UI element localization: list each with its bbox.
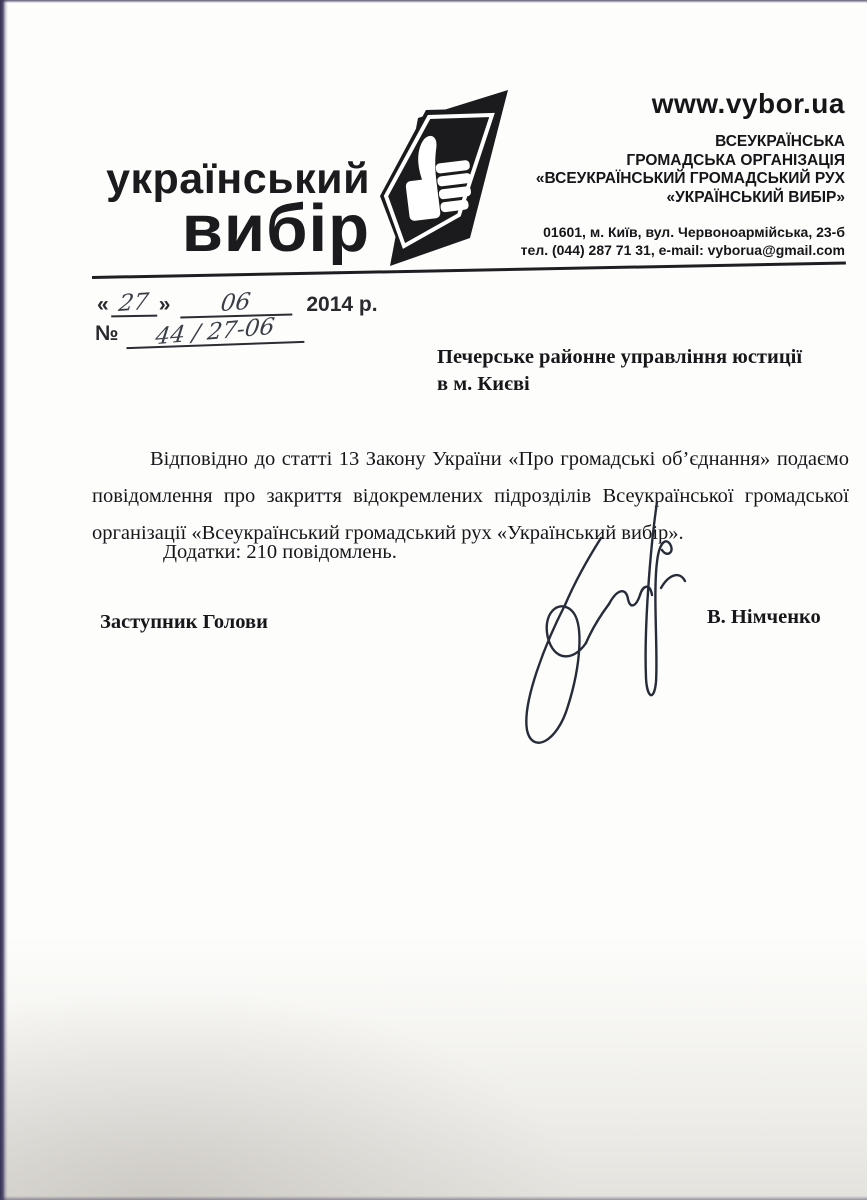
org-address: 01601, м. Київ, вул. Червоноармійська, 23-б: [543, 224, 845, 240]
org-name-line: ВСЕУКРАЇНСЬКА: [715, 133, 845, 150]
handwritten-number: 44 / 27-06: [154, 313, 277, 351]
logo-word-vybir: вибір: [181, 191, 370, 266]
scan-edge-bottom: [0, 1196, 867, 1200]
attachments-line: Додатки: 210 повідомлень.: [163, 541, 397, 563]
date-day-field: [110, 290, 156, 317]
signer-position: Заступник Голови: [100, 611, 268, 633]
org-name-block: [435, 133, 845, 207]
org-contact-block: [435, 223, 845, 259]
org-phone-email: тел. (044) 287 71 31, e-mail: vyborua@gmail.com: [520, 242, 845, 258]
logo-word-ukrainskyi: український: [106, 155, 370, 203]
org-name-line: «УКРАЇНСЬКИЙ ВИБІР»: [666, 188, 845, 206]
org-website: www.vybor.ua: [651, 88, 845, 119]
number-row: [95, 313, 395, 351]
letterhead-right-block: [435, 88, 845, 259]
signer-name: В. Німченко: [707, 606, 821, 628]
addressee-line1: Печерське районне управління юстиції: [437, 346, 803, 368]
org-name-line: «ВСЕУКРАЇНСЬКИЙ ГРОМАДСЬКИЙ РУХ: [535, 170, 845, 187]
handwritten-day: 27: [117, 288, 151, 317]
close-quote: »: [158, 293, 171, 316]
date-number-block: [95, 288, 395, 351]
date-row: [95, 288, 395, 317]
letter-body-paragraph: Відповідно до статті 13 Закону України «Про громадські об’єднання» подаємо повідомлення про закриття відокремлених підрозділів Всеукраїнської громадської організації «Всеукраїнський громадський рух «Український вибір».: [92, 448, 849, 544]
outgoing-number-field: [126, 313, 305, 351]
scan-edge-left: [0, 0, 8, 1200]
handwritten-month: 06: [219, 288, 253, 318]
handwritten-signature: [505, 492, 700, 759]
org-name-line: ГРОМАДСЬКА ОРГАНІЗАЦІЯ: [626, 151, 845, 169]
open-quote: «: [97, 293, 109, 316]
year-label: 2014 р.: [306, 293, 378, 316]
scan-edge-top: [0, 0, 867, 3]
addressee-block: [437, 344, 837, 398]
addressee-line2: в м. Києві: [437, 373, 530, 395]
number-label: №: [95, 322, 119, 345]
org-logo-text: [90, 155, 370, 266]
